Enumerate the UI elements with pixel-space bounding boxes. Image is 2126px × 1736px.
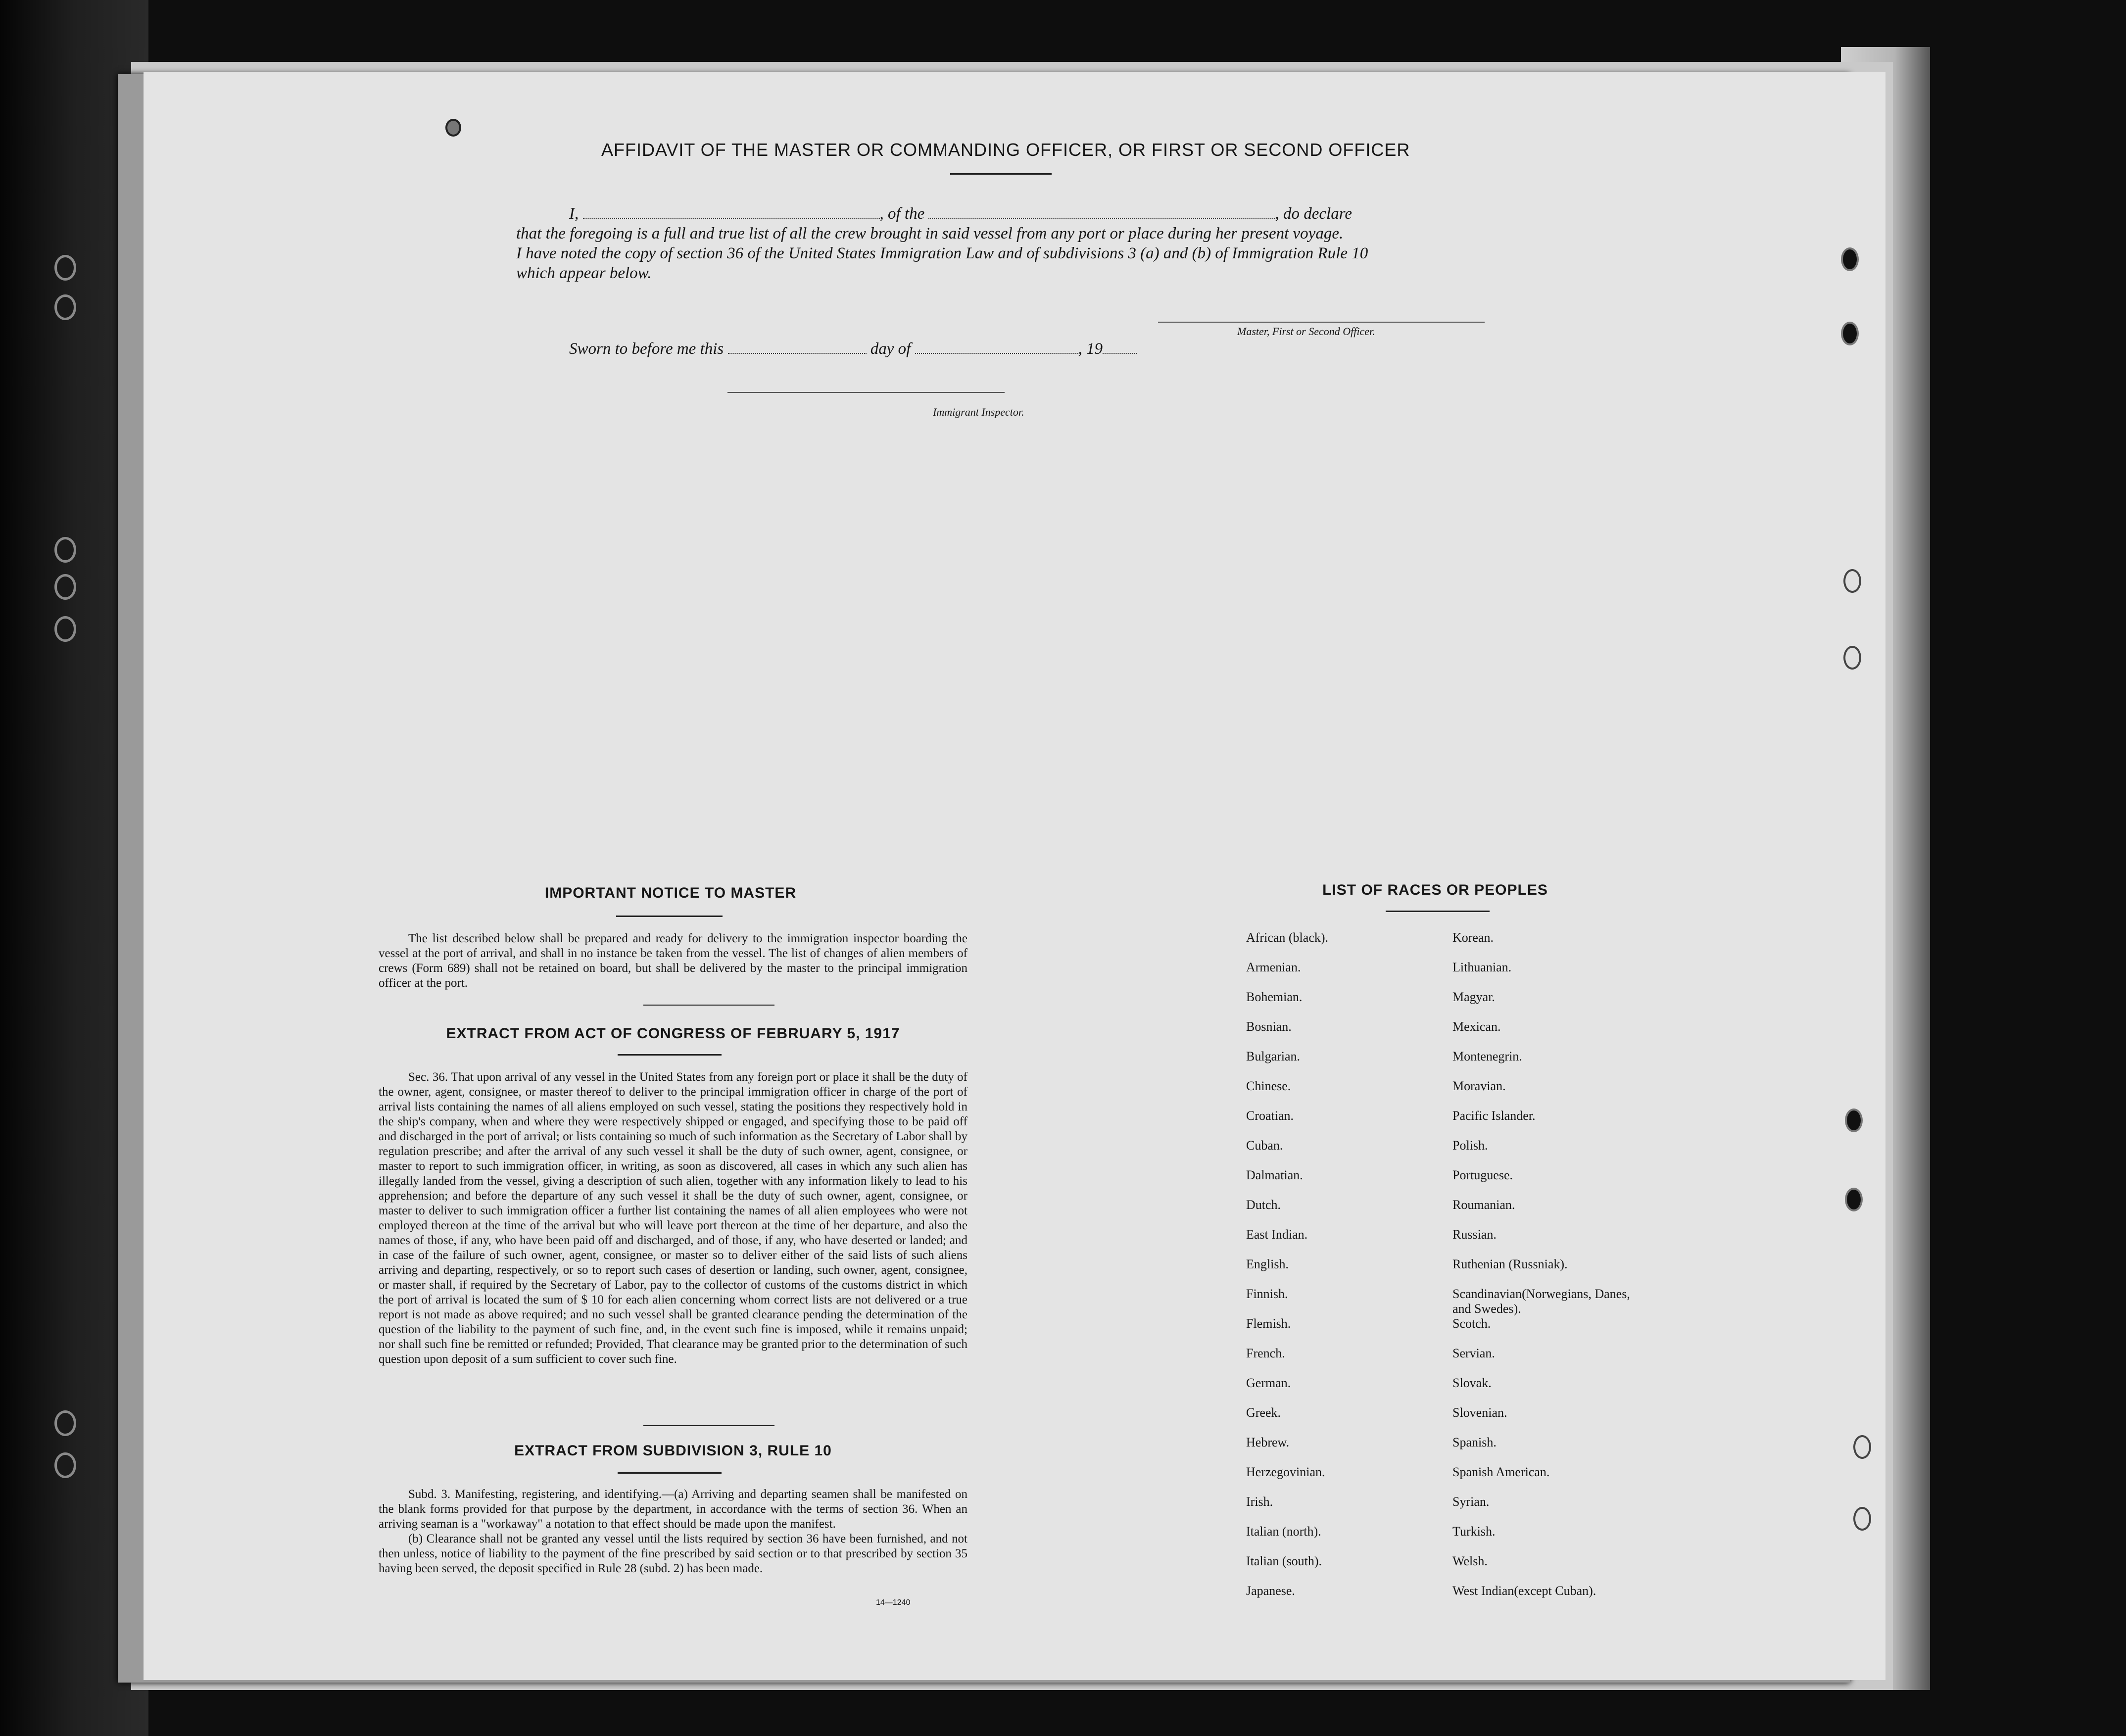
affidavit-line-3: I have noted the copy of section 36 of the United States Immigration Law and of subdivisions 3 (a) and (b) of Immigration Rule 10 [516,244,1368,262]
binder-hole [1841,322,1859,345]
race-item: Dutch. [1246,1198,1281,1212]
binder-hole [54,1410,76,1436]
extract-rule-title: EXTRACT FROM SUBDIVISION 3, RULE 10 [514,1443,832,1459]
race-item: Finnish. [1246,1287,1288,1301]
notice-text: The list described below shall be prepared and ready for delivery to the immigration inspector boarding the vessel at the port of arrival, and shall in no instance be taken from the vessel. The list of changes of alien members of crews (Form 689) shall not be retained on board, but shall be delivered by the master to the principal immigration officer at the port. [379,932,967,990]
binder-hole [54,537,76,563]
race-item: Moravian. [1452,1079,1506,1093]
race-item: Korean. [1452,930,1494,945]
notice-title: IMPORTANT NOTICE TO MASTER [544,885,797,901]
binder-hole [54,294,76,320]
race-item: Bohemian. [1246,990,1303,1004]
race-item: Japanese. [1246,1584,1295,1598]
race-item: Turkish. [1452,1524,1496,1539]
binder-hole [54,574,76,600]
binder-hole [1853,1435,1871,1459]
race-item: Scandinavian(Norwegians, Danes, and Swedes). [1452,1287,1630,1316]
race-item: Cuban. [1246,1138,1283,1153]
race-item: German. [1246,1376,1291,1390]
binder-hole [1853,1507,1871,1531]
binder-hole [1843,646,1861,670]
divider [643,1425,774,1426]
extract-act-text: Sec. 36. That upon arrival of any vessel in the United States from any foreign port or place it shall be the duty of the owner, agent, consignee, or master thereof to deliver to the principal immigration officer in charge of the port of arrival lists containing the names of all aliens employed on such vessel, stating the positions they respectively hold in the ship's company, when and where they were respectively shipped or engaged, and specifying those to be paid off and discharged in the port of arrival; or lists containing so much of such information as the Secretary of Labor shall by regulation prescribe; and after the arrival of any such vessel it shall be the duty of such owner, agent, consignee, or master to report to such immigration officer, in writing, as soon as discovered, all cases in which any such alien has illegally landed from the vessel, giving a description of such alien, together with any information likely to lead to his apprehension; and before the departure of any such vessel it shall be the duty of such owner, agent, consignee, or master to deliver to such immigration officer a further list containing the names of all alien employees who were not employed thereon at the time of the arrival but who will leave port thereon at the time of her departure, and also the names of those, if any, who have been paid off and discharged, and of those, if any, who have deserted or landed; and in case of the failure of such owner, agent, consignee, or master so to deliver either of the said lists of such aliens arriving and departing, respectively, or so to report such cases of desertion or landing, such owner, agent, consignee, or master shall, if required by the Secretary of Labor, pay to the collector of customs of the customs district in which the port of arrival is located the sum of $ 10 for each alien concerning whom correct lists are not delivered or a true report is not made as above required; and no such vessel shall be granted clearance pending the determination of the question of the liability to the payment of such fine, and, in the event such fine is imposed, while it remains unpaid; nor shall such fine be remitted or refunded; Provided, That clearance may be granted prior to the determination of such question upon deposit of a sum sufficient to cover such fine. [379,1070,967,1366]
sworn-line: Sworn to before me this day of , 19 [569,339,1137,359]
race-item: French. [1246,1346,1285,1360]
inspector-caption: Immigrant Inspector. [933,406,1024,418]
affidavit-line-1: I, , of the , do declare [569,205,1352,223]
race-item: Spanish American. [1452,1465,1550,1479]
race-item: Hebrew. [1246,1435,1290,1449]
race-item: Mexican. [1452,1019,1501,1034]
race-item: Magyar. [1452,990,1495,1004]
race-item: Italian (north). [1246,1524,1321,1539]
rule-subdivision-a: Subd. 3. Manifesting, registering, and identifying.—(a) Arriving and departing seamen shall be manifested on the blank forms provided for that purpose by the department, in accordance with the terms of section 36. When an arriving seaman is a "workaway" a notation to that effect should be made upon the manifest. [379,1488,967,1531]
race-item: Spanish. [1452,1435,1497,1449]
race-item: Servian. [1452,1346,1495,1360]
binder-hole [1845,1109,1863,1132]
race-item: Lithuanian. [1452,960,1512,974]
divider [618,1054,722,1056]
race-item: Bulgarian. [1246,1049,1301,1063]
binder-hole [54,1452,76,1478]
race-item: Irish. [1246,1495,1273,1509]
race-item: Polish. [1452,1138,1488,1153]
race-item: African (black). [1246,930,1329,945]
divider [1386,911,1490,912]
race-item: East Indian. [1246,1227,1308,1242]
race-item: West Indian(except Cuban). [1452,1584,1596,1598]
race-item: Italian (south). [1246,1554,1322,1568]
races-list-left [1246,930,1434,1613]
affidavit-line-4: which appear below. [516,264,652,282]
binder-hole [54,616,76,642]
race-item: Roumanian. [1452,1198,1515,1212]
divider [950,173,1052,175]
divider [616,916,723,917]
race-item: Russian. [1452,1227,1497,1242]
race-item: English. [1246,1257,1289,1271]
race-item: Slovak. [1452,1376,1492,1390]
extract-act-title: EXTRACT FROM ACT OF CONGRESS OF FEBRUARY 5, 1917 [446,1025,900,1042]
binder-hole [1841,247,1859,271]
race-item: Herzegovinian. [1246,1465,1325,1479]
race-item: Montenegrin. [1452,1049,1522,1063]
race-item: Portuguese. [1452,1168,1513,1182]
rivet-icon [445,119,461,137]
race-item: Bosnian. [1246,1019,1292,1034]
races-list-right [1452,930,1650,1613]
race-item: Flemish. [1246,1316,1291,1331]
race-item: Welsh. [1452,1554,1488,1568]
races-title: LIST OF RACES OR PEOPLES [1322,882,1548,898]
binder-hole [54,255,76,281]
affidavit-line-2: that the foregoing is a full and true list of all the crew brought in said vessel from any port or place during her present voyage. [516,225,1344,242]
binder-hole [1845,1188,1863,1211]
race-item: Syrian. [1452,1495,1490,1509]
race-item: Ruthenian (Russniak). [1452,1257,1568,1271]
master-signature-line [1158,322,1485,323]
inspector-signature-line [727,392,1005,393]
divider [618,1472,722,1474]
race-item: Chinese. [1246,1079,1291,1093]
race-item: Dalmatian. [1246,1168,1303,1182]
divider [643,1005,774,1006]
master-caption: Master, First or Second Officer. [1237,325,1375,338]
binder-hole [1843,569,1861,593]
form-number: 14—1240 [876,1598,911,1607]
race-item: Slovenian. [1452,1405,1507,1420]
race-item: Armenian. [1246,960,1301,974]
race-item: Croatian. [1246,1109,1294,1123]
race-item: Pacific Islander. [1452,1109,1536,1123]
race-item: Scotch. [1452,1316,1491,1331]
affidavit-title: AFFIDAVIT OF THE MASTER OR COMMANDING OFFICER, OR FIRST OR SECOND OFFICER [601,140,1410,160]
race-item: Greek. [1246,1405,1281,1420]
rule-subdivision-b: (b) Clearance shall not be granted any vessel until the lists required by section 36 have been furnished, and not then unless, notice of liability to the payment of the fine prescribed by said section or to that prescribed by section 35 having been served, the deposit specified in Rule 28 (subd. 2) has been made. [379,1532,967,1575]
extract-rule-text [379,1487,967,1576]
